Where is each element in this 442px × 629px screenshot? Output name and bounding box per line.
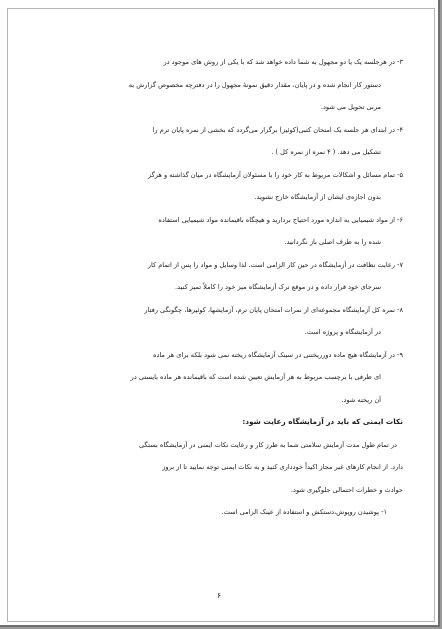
text-line: سرجای خود قرار داده و در موقع ترک آزمایشگاه میز خود را کاملاً تمیز کنید. <box>175 283 381 291</box>
text-line: ۳- در هرجلسه یک یا دو مجهول به شما داده خواهد شد که با یکی از روش های موجود در <box>163 58 403 66</box>
text-line: در تمام طول مدت آزمایش سلامتی شما به طرز کار و رعایت نکات ایمنی در آزمایشگاه بستگی <box>138 440 397 449</box>
text-line: ۸- نمره کل آزمایشگاه مجموعه‌ای از نمرات امتحان پایان ترم، آزمایشها، کوئیزها، چگونگی رفتار <box>144 305 403 314</box>
text-line: ۶- از مواد شیمیایی به اندازه مورد احتیاج بردارید و هیچگاه باقیمانده مواد شیمیایی استفاده <box>158 215 403 224</box>
text-line: ۹- در آزمایشگاه هیچ ماده دورریختنی در سینک آزمایشگاه ریخته نمی شود بلکه برای هر ماده <box>152 350 403 359</box>
rules-list <box>48 51 403 524</box>
text-line: ۵- تمام مسائل و اشکالات مربوط به کار خود را با مسئولان آزمایشگاه در میان گذاشته و هرگز <box>147 170 403 179</box>
text-line: در آزمایشگاه و پروژه است. <box>304 328 381 336</box>
text-line: آن ریخته شود. <box>341 395 381 404</box>
text-line: شده را به ظرف اصلی باز نگردانید. <box>284 238 381 246</box>
text-line: دارد. از انجام کارهای غیر مجاز اکیداً خودداری کنید و به نکات ایمنی توجه نمایید تا از بروز <box>162 463 403 471</box>
page-number: ۶ <box>216 591 222 600</box>
section-heading: نکات ایمنی که باید در آزمایشگاه رعایت شود: <box>242 417 403 426</box>
text-line: ۴- در ابتدای هر جلسه یک امتحان کتبی(کوئیز) برگزار می‌گردد که بخشی از نمره پایان ترم را <box>152 125 403 134</box>
text-line: بدون اجازه‌ی ایشان از آزمایشگاه خارج نشوید. <box>254 193 381 201</box>
text-line: ۱- پوشیدن روپوش،دستکش و استفاده از عینک الزامی است. <box>221 508 387 516</box>
text-line: تشکیل می دهد. ( ۴ نمره از نمره کل ) . <box>271 148 381 156</box>
text-line: مربی تحویل می شود. <box>320 103 381 111</box>
text-line: ای ظرفی با برچسب مربوط به هر آزمایش تعیین شده است که باقیمانده هر ماده بایستی در <box>130 373 381 381</box>
text-line: ۷- رعایت نظافت در آزمایشگاه در حین کار الزامی است. لذا وسایل و مواد را پس از اتمام کار <box>147 260 403 269</box>
text-line: دستور کار انجام شده و در پایان، مقدار دقیق نمونهٔ مجهول را در دفترچه مخصوص گزارش به <box>128 80 381 89</box>
text-line: حوادث و خطرات احتمالی جلوگیری شود. <box>290 485 403 494</box>
